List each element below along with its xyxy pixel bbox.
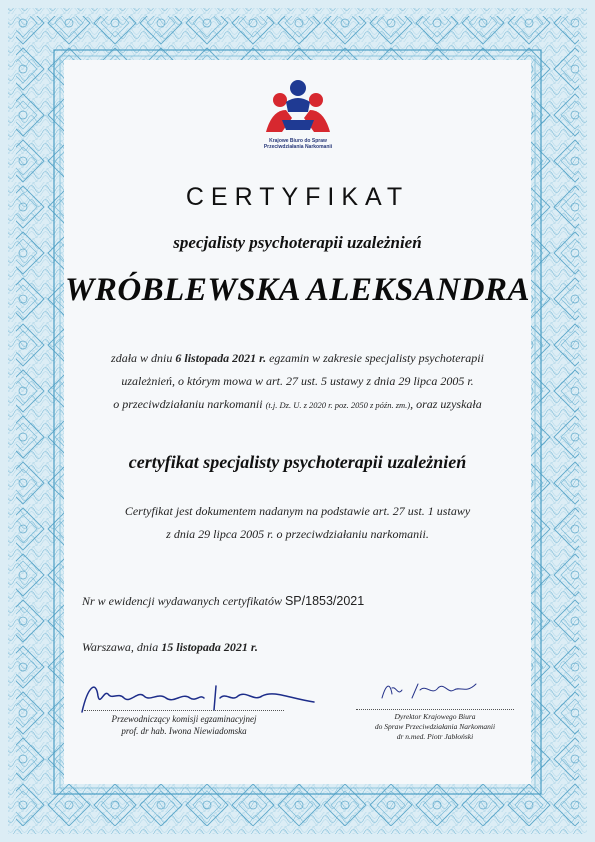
legal-line2: z dnia 29 lipca 2005 r. o przeciwdziałaniu narkomanii. [166,527,429,541]
logo-text-line2: Przeciwdziałania Narkomanii [263,144,333,150]
exam-line3-a: o przeciwdziałaniu narkomanii [113,397,266,411]
certificate-type: certyfikat specjalisty psychoterapii uzależnień [128,452,467,472]
exam-line2: uzależnień, o którym mowa w art. 27 ust. 5 ustawy z dnia 29 lipca 2005 r. [121,374,474,388]
issue-date-prefix: Warszawa, dnia [82,640,162,654]
exam-line1-c: egzamin w zakresie specjalisty psychoterapii [266,351,484,365]
registry-line [82,594,364,609]
legal-line1: Certyfikat jest dokumentem nadanym na podstawie art. 27 ust. 1 ustawy [124,504,471,518]
issue-date-value: 15 listopada 2021 r. [161,640,258,654]
registry-number: SP/1853/2021 [284,594,365,608]
legal-basis [80,500,515,546]
registry-label: Nr w ewidencji wydawanych certyfikatów [82,594,285,608]
signature-right-name: dr n.med. Piotr Jabłoński [396,732,474,741]
exam-line3 [80,393,515,417]
certificate-subtitle: specjalisty psychoterapii uzależnień [173,233,422,252]
recipient-name: WRÓBLEWSKA ALEKSANDRA [64,272,531,308]
exam-line3-c: , oraz uzyskała [410,397,482,411]
signature-right-title: Dyrektor Krajowego Biura [394,712,476,721]
exam-line1-a: zdała w dniu [111,351,176,365]
signature-right [376,678,486,704]
signature-left-caption [84,713,284,737]
certificate-title: CERTYFIKAT [185,183,410,211]
exam-citation: (t.j. Dz. U. z 2020 r. poz. 2050 z późn. zm.) [265,400,411,410]
signature-left-title: Przewodniczący komisji egzaminacyjnej [111,714,257,724]
exam-date: 6 listopada 2021 r. [175,351,267,365]
logo-text-line1: Krajowe Biuro do Spraw [269,138,327,144]
exam-statement [80,347,515,417]
signature-right-caption [346,712,524,742]
logo-text [228,138,368,150]
signature-left-line [84,710,284,711]
exam-line1 [80,347,515,370]
signature-right-line [356,709,514,710]
issue-date-line [82,640,258,655]
signature-right-institution: do Spraw Przeciwdziałania Narkomanii [374,722,496,731]
signature-left-name: prof. dr hab. Iwona Niewiadomska [121,726,247,736]
